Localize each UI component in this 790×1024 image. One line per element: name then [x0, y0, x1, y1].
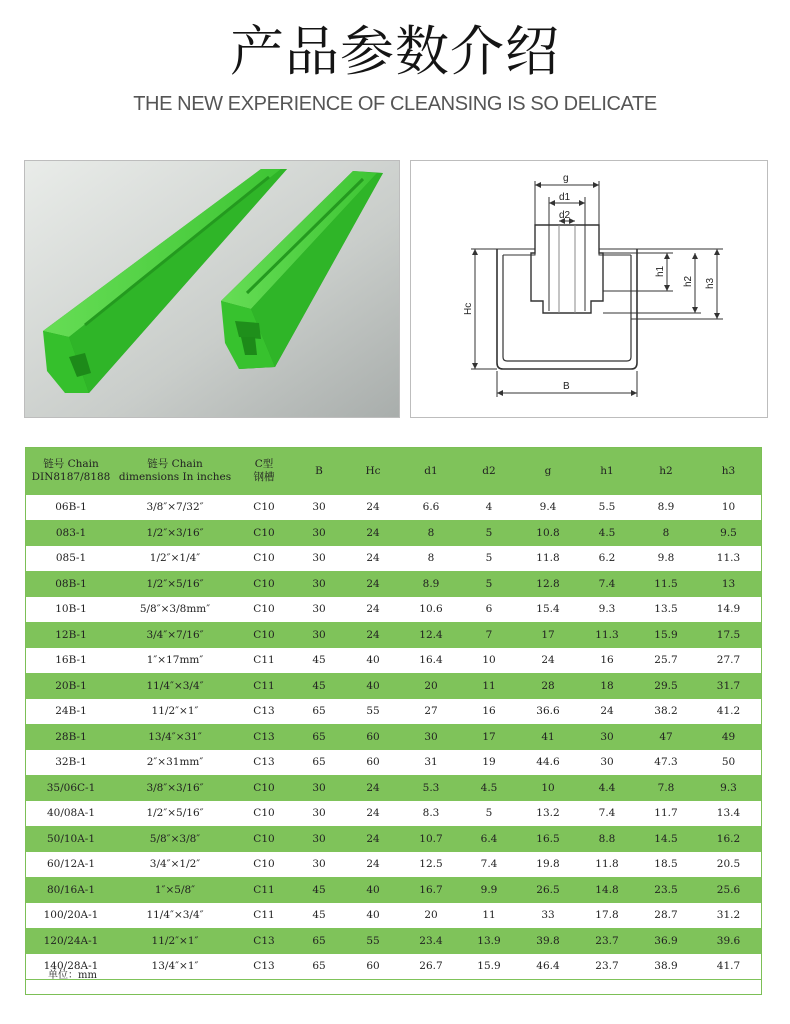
table-cell: 7	[460, 622, 518, 648]
table-cell: 15.4	[518, 597, 578, 623]
table-cell: 65	[294, 724, 344, 750]
column-header-line: DIN8187/8188	[31, 471, 111, 483]
table-cell: 30	[294, 622, 344, 648]
table-cell: 24	[344, 495, 402, 521]
table-cell: 23.5	[636, 877, 696, 903]
table-cell: C11	[234, 648, 294, 674]
table-cell: 30	[294, 852, 344, 878]
column-header	[636, 448, 696, 495]
table-cell: 39.8	[518, 928, 578, 954]
table-row	[26, 724, 761, 750]
table-cell: 11	[460, 673, 518, 699]
table-cell: 17.8	[578, 903, 636, 929]
table-cell: 1/2″×1/4″	[116, 546, 234, 572]
table-cell: 55	[344, 928, 402, 954]
table-cell: 35/06C-1	[26, 775, 116, 801]
table-cell: 17.5	[696, 622, 761, 648]
table-cell: 9.9	[460, 877, 518, 903]
table-cell: 30	[294, 495, 344, 521]
column-header	[234, 448, 294, 495]
column-header	[294, 448, 344, 495]
table-cell: 7.8	[636, 775, 696, 801]
column-header-line: d1	[424, 464, 438, 477]
table-row	[26, 903, 761, 929]
table-cell: 39.6	[696, 928, 761, 954]
table-row	[26, 546, 761, 572]
table-cell: 20.5	[696, 852, 761, 878]
table-cell: 65	[294, 750, 344, 776]
table-cell: 10.6	[402, 597, 460, 623]
table-cell: C13	[234, 724, 294, 750]
table-cell: 9.3	[696, 775, 761, 801]
table-cell: 24	[344, 597, 402, 623]
table-cell: 44.6	[518, 750, 578, 776]
table-cell: C10	[234, 801, 294, 827]
table-cell: 41.7	[696, 954, 761, 980]
table-cell: 8	[636, 520, 696, 546]
table-row	[26, 852, 761, 878]
table-cell: 24	[344, 622, 402, 648]
table-cell: 13.5	[636, 597, 696, 623]
table-cell: 31.2	[696, 903, 761, 929]
table-cell: 47.3	[636, 750, 696, 776]
table-row	[26, 648, 761, 674]
table-cell: 10	[696, 495, 761, 521]
table-row	[26, 495, 761, 521]
cross-section-diagram	[410, 160, 768, 418]
table-cell: C10	[234, 495, 294, 521]
table-cell: 15.9	[460, 954, 518, 980]
table-cell: 13/4″×1″	[116, 954, 234, 980]
table-cell: 11/2″×1″	[116, 699, 234, 725]
table-cell: 14.9	[696, 597, 761, 623]
table-cell: 25.6	[696, 877, 761, 903]
table-cell: 24	[344, 801, 402, 827]
table-cell: 24	[344, 826, 402, 852]
table-cell: C10	[234, 622, 294, 648]
table-cell: 30	[294, 775, 344, 801]
table-cell: 10	[518, 775, 578, 801]
table-row	[26, 928, 761, 954]
table-cell: 28B-1	[26, 724, 116, 750]
column-header	[460, 448, 518, 495]
table-cell: 13.4	[696, 801, 761, 827]
table-cell: 1/2″×3/16″	[116, 520, 234, 546]
table-cell: 4.5	[578, 520, 636, 546]
table-cell: 29.5	[636, 673, 696, 699]
table-cell: 40/08A-1	[26, 801, 116, 827]
table-cell: 41.2	[696, 699, 761, 725]
table-cell: C13	[234, 928, 294, 954]
table-cell: 5/8″×3/8″	[116, 826, 234, 852]
c-channel-drawing	[411, 161, 768, 418]
table-cell: 11.3	[578, 622, 636, 648]
table-cell: 16	[460, 699, 518, 725]
table-cell: 32B-1	[26, 750, 116, 776]
table-cell: 140/28A-1	[26, 954, 116, 980]
column-header	[518, 448, 578, 495]
column-header	[116, 448, 234, 495]
table-cell: 30	[294, 801, 344, 827]
table-cell: 7.4	[460, 852, 518, 878]
table-cell: 33	[518, 903, 578, 929]
table-cell: 12.4	[402, 622, 460, 648]
table-cell: 30	[402, 724, 460, 750]
table-cell: 5.5	[578, 495, 636, 521]
table-cell: 5	[460, 801, 518, 827]
table-cell: 60	[344, 724, 402, 750]
table-row	[26, 775, 761, 801]
table-cell: 18.5	[636, 852, 696, 878]
page-title: 产品参数介绍	[230, 20, 560, 83]
table-cell: 19.8	[518, 852, 578, 878]
table-cell: 16.7	[402, 877, 460, 903]
table-row	[26, 877, 761, 903]
column-header-line: B	[315, 464, 323, 477]
column-header	[26, 448, 116, 495]
table-row	[26, 826, 761, 852]
table-cell: 23.4	[402, 928, 460, 954]
table-cell: 3/4″×7/16″	[116, 622, 234, 648]
table-row	[26, 597, 761, 623]
table-cell: 31	[402, 750, 460, 776]
table-cell: 30	[578, 750, 636, 776]
table-cell: 27	[402, 699, 460, 725]
table-cell: 20	[402, 903, 460, 929]
table-cell: 80/16A-1	[26, 877, 116, 903]
table-cell: 24	[344, 571, 402, 597]
table-row	[26, 673, 761, 699]
table-cell: 1″×5/8″	[116, 877, 234, 903]
table-cell: 30	[294, 520, 344, 546]
table-cell: 45	[294, 648, 344, 674]
table-row	[26, 801, 761, 827]
table-cell: 36.6	[518, 699, 578, 725]
column-header-line: Hc	[365, 464, 381, 477]
table-cell: 5.3	[402, 775, 460, 801]
table-cell: 06B-1	[26, 495, 116, 521]
table-cell: 40	[344, 877, 402, 903]
table-cell: 10	[460, 648, 518, 674]
table-cell: 4.4	[578, 775, 636, 801]
table-cell: 24	[518, 648, 578, 674]
table-cell: 13.9	[460, 928, 518, 954]
table-cell: C13	[234, 699, 294, 725]
table-cell: 11.3	[696, 546, 761, 572]
table-cell: 30	[578, 724, 636, 750]
table-cell: C11	[234, 877, 294, 903]
table-cell: 47	[636, 724, 696, 750]
table-cell: 17	[460, 724, 518, 750]
table-cell: 30	[294, 597, 344, 623]
label-b: B	[563, 381, 570, 392]
column-header-line: h1	[600, 464, 614, 477]
column-header-line: C型	[254, 458, 274, 470]
label-g: g	[563, 173, 569, 184]
table-cell: 3/8″×3/16″	[116, 775, 234, 801]
table-cell: 45	[294, 673, 344, 699]
table-cell: 12.8	[518, 571, 578, 597]
table-cell: 24B-1	[26, 699, 116, 725]
table-cell: 8.9	[402, 571, 460, 597]
table-cell: 8	[402, 546, 460, 572]
table-cell: 30	[294, 546, 344, 572]
table-cell: C10	[234, 852, 294, 878]
table-cell: 11.7	[636, 801, 696, 827]
table-cell: 8	[402, 520, 460, 546]
column-header-line: 钢槽	[253, 471, 275, 483]
table-cell: 10.8	[518, 520, 578, 546]
column-header-line: h3	[721, 464, 736, 477]
table-cell: 9.8	[636, 546, 696, 572]
table-cell: 11/2″×1″	[116, 928, 234, 954]
table-cell: 085-1	[26, 546, 116, 572]
table-cell: 12.5	[402, 852, 460, 878]
table-cell: 60	[344, 954, 402, 980]
label-h1: h1	[655, 265, 666, 277]
column-header	[402, 448, 460, 495]
table-cell: 40	[344, 648, 402, 674]
table-cell: C10	[234, 775, 294, 801]
table-cell: 24	[344, 520, 402, 546]
table-cell: 9.5	[696, 520, 761, 546]
table-cell: 23.7	[578, 928, 636, 954]
table-cell: 100/20A-1	[26, 903, 116, 929]
table-cell: 16.2	[696, 826, 761, 852]
table-cell: 26.7	[402, 954, 460, 980]
table-cell: 16.5	[518, 826, 578, 852]
table-cell: 5/8″×3/8mm″	[116, 597, 234, 623]
table-cell: 36.9	[636, 928, 696, 954]
table-cell: 11.8	[518, 546, 578, 572]
table-cell: 55	[344, 699, 402, 725]
table-cell: C11	[234, 673, 294, 699]
spec-table	[26, 448, 761, 980]
table-cell: 9.3	[578, 597, 636, 623]
table-row	[26, 699, 761, 725]
table-cell: 27.7	[696, 648, 761, 674]
page-subtitle: THE NEW EXPERIENCE OF CLEANSING IS SO DELICATE	[133, 93, 657, 115]
product-photo	[24, 160, 400, 418]
table-cell: 2″×31mm″	[116, 750, 234, 776]
table-cell: 1″×17mm″	[116, 648, 234, 674]
table-cell: C10	[234, 826, 294, 852]
table-row	[26, 520, 761, 546]
label-d1: d1	[559, 192, 571, 203]
table-cell: 31.7	[696, 673, 761, 699]
spec-table-frame	[25, 447, 762, 995]
table-cell: 25.7	[636, 648, 696, 674]
table-cell: 11.5	[636, 571, 696, 597]
table-cell: 11.8	[578, 852, 636, 878]
table-cell: 6.2	[578, 546, 636, 572]
table-cell: 60/12A-1	[26, 852, 116, 878]
table-cell: 28	[518, 673, 578, 699]
table-cell: C10	[234, 597, 294, 623]
table-cell: C13	[234, 954, 294, 980]
table-cell: 30	[294, 826, 344, 852]
table-cell: 40	[344, 903, 402, 929]
green-guide-rails-photo	[25, 161, 400, 418]
table-cell: 20B-1	[26, 673, 116, 699]
table-row	[26, 954, 761, 980]
column-header-line: 链号 Chain	[147, 458, 203, 470]
table-cell: 30	[294, 571, 344, 597]
table-cell: 16.4	[402, 648, 460, 674]
table-row	[26, 750, 761, 776]
table-cell: C10	[234, 571, 294, 597]
table-cell: 8.8	[578, 826, 636, 852]
table-cell: 19	[460, 750, 518, 776]
column-header	[696, 448, 761, 495]
label-h3: h3	[705, 277, 716, 289]
table-cell: 9.4	[518, 495, 578, 521]
table-cell: 50/10A-1	[26, 826, 116, 852]
table-cell: 18	[578, 673, 636, 699]
table-cell: 65	[294, 954, 344, 980]
table-cell: 11	[460, 903, 518, 929]
table-cell: 3/8″×7/32″	[116, 495, 234, 521]
table-cell: 13.2	[518, 801, 578, 827]
table-cell: 65	[294, 928, 344, 954]
column-header-line: dimensions In inches	[118, 471, 232, 483]
table-cell: 083-1	[26, 520, 116, 546]
table-header-row	[26, 448, 761, 495]
table-cell: 13/4″×31″	[116, 724, 234, 750]
column-header	[344, 448, 402, 495]
column-header-line: 链号 Chain	[43, 458, 99, 470]
table-cell: 5	[460, 571, 518, 597]
table-cell: 46.4	[518, 954, 578, 980]
table-cell: 6	[460, 597, 518, 623]
table-cell: 1/2″×5/16″	[116, 801, 234, 827]
table-cell: 24	[344, 852, 402, 878]
table-cell: 120/24A-1	[26, 928, 116, 954]
column-header	[578, 448, 636, 495]
table-cell: 5	[460, 520, 518, 546]
table-cell: 10B-1	[26, 597, 116, 623]
table-cell: 6.4	[460, 826, 518, 852]
table-cell: 08B-1	[26, 571, 116, 597]
table-cell: 7.4	[578, 801, 636, 827]
table-cell: 4.5	[460, 775, 518, 801]
table-cell: 26.5	[518, 877, 578, 903]
label-hc: Hc	[463, 302, 474, 315]
table-cell: 20	[402, 673, 460, 699]
table-cell: 5	[460, 546, 518, 572]
table-cell: 10.7	[402, 826, 460, 852]
table-cell: 49	[696, 724, 761, 750]
table-cell: 15.9	[636, 622, 696, 648]
table-cell: 50	[696, 750, 761, 776]
table-cell: 28.7	[636, 903, 696, 929]
label-h2: h2	[683, 275, 694, 287]
table-cell: 6.6	[402, 495, 460, 521]
column-header-line: d2	[482, 464, 496, 477]
table-cell: 23.7	[578, 954, 636, 980]
table-cell: C10	[234, 546, 294, 572]
table-cell: 8.3	[402, 801, 460, 827]
table-cell: 24	[344, 546, 402, 572]
table-cell: 24	[344, 775, 402, 801]
table-cell: 45	[294, 903, 344, 929]
table-cell: 16B-1	[26, 648, 116, 674]
unit-note: 单位：mm	[48, 970, 97, 981]
table-cell: 14.5	[636, 826, 696, 852]
table-cell: 7.4	[578, 571, 636, 597]
table-cell: 11/4″×3/4″	[116, 673, 234, 699]
table-cell: C13	[234, 750, 294, 776]
table-cell: 4	[460, 495, 518, 521]
table-cell: 40	[344, 673, 402, 699]
table-cell: 60	[344, 750, 402, 776]
table-cell: 24	[578, 699, 636, 725]
table-cell: 3/4″×1/2″	[116, 852, 234, 878]
table-cell: C11	[234, 903, 294, 929]
table-cell: 16	[578, 648, 636, 674]
label-d2: d2	[559, 210, 571, 221]
table-cell: 13	[696, 571, 761, 597]
table-cell: C10	[234, 520, 294, 546]
table-cell: 45	[294, 877, 344, 903]
table-row	[26, 571, 761, 597]
table-cell: 41	[518, 724, 578, 750]
table-cell: 38.9	[636, 954, 696, 980]
table-cell: 38.2	[636, 699, 696, 725]
table-cell: 11/4″×3/4″	[116, 903, 234, 929]
table-cell: 1/2″×5/16″	[116, 571, 234, 597]
table-cell: 65	[294, 699, 344, 725]
column-header-line: g	[544, 464, 552, 477]
table-row	[26, 622, 761, 648]
table-cell: 12B-1	[26, 622, 116, 648]
table-cell: 17	[518, 622, 578, 648]
table-cell: 8.9	[636, 495, 696, 521]
table-cell: 14.8	[578, 877, 636, 903]
column-header-line: h2	[659, 464, 673, 477]
